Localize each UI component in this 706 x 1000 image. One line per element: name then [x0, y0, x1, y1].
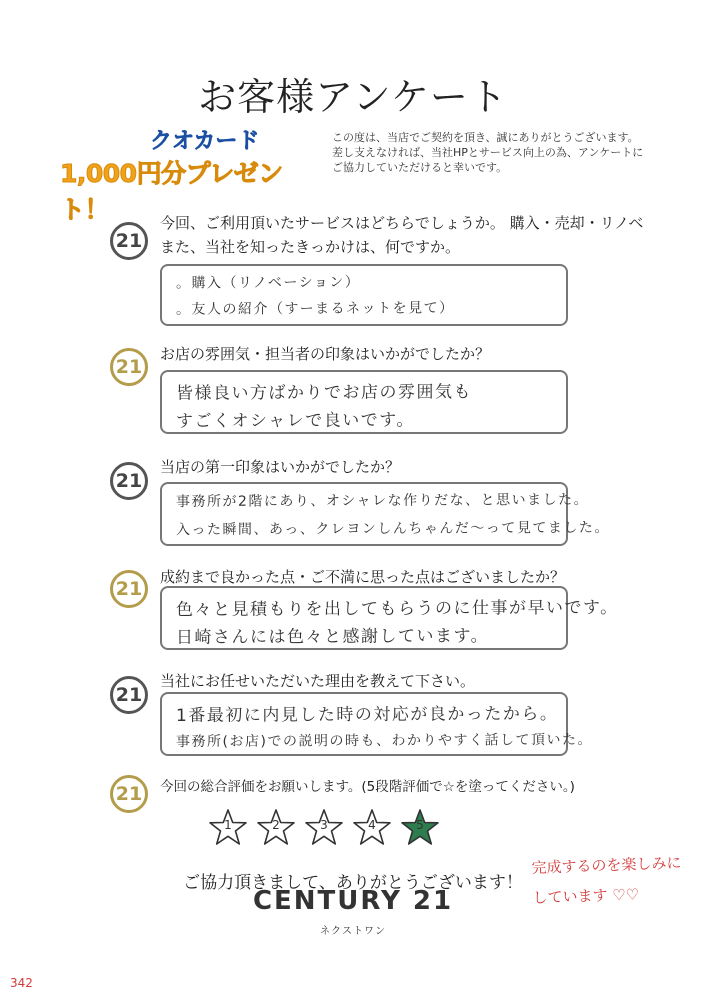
rating-star-number: 4	[368, 818, 376, 832]
century21-badge-icon: 21	[110, 775, 148, 813]
answer-1-line-1: 。購入（リノベーション）	[175, 274, 361, 292]
question-3-text: 当店の第一印象はいかがでしたか？	[160, 458, 401, 476]
intro-text	[332, 130, 652, 175]
rating-stars	[208, 808, 468, 852]
century21-logo: CENTURY 21	[252, 886, 454, 916]
answer-5-line-1: 1番最初に内見した時の対応が良かったから。	[175, 703, 559, 727]
answer-3-line-2: 入った瞬間、あっ、クレヨンしんちゃんだ〜って見てました。	[175, 519, 610, 539]
answer-box-4	[160, 586, 619, 650]
promo-card-label: クオカード	[150, 129, 260, 154]
promo-amount-label: 1,000円分プレゼント！	[60, 159, 283, 224]
answer-box-3	[160, 482, 610, 546]
answer-1-line-2: 。友人の紹介（すーまるネットを見て）	[175, 300, 455, 318]
question-2-text: お店の雰囲気・担当者の印象はいかがでしたか？	[160, 345, 491, 363]
question-5-text: 当社にお任せいただいた理由を教えて下さい。	[160, 672, 476, 690]
handwritten-note-line: 完成するのを楽しみに	[531, 853, 682, 877]
answer-2-line-2: すごくオシャレで良いです。	[175, 410, 415, 432]
promo-banner	[60, 124, 330, 224]
rating-star-number: 5	[416, 818, 424, 832]
intro-line: ご協力していただけると幸いです。	[332, 161, 508, 174]
question-1-line-2: また、当社を知ったきっかけは、何ですか。	[160, 238, 461, 256]
page-title: お客様アンケート	[198, 75, 508, 119]
century21-badge-icon: 21	[110, 348, 148, 386]
question-1-line-1: 今回、ご利用頂いたサービスはどちらでしょうか。 購入・売却・リノベ	[160, 214, 644, 232]
answer-box-5	[160, 692, 593, 756]
century21-badge-icon: 21	[110, 570, 148, 608]
answer-box-1	[160, 264, 568, 326]
rating-star-3[interactable]	[304, 808, 344, 848]
handwritten-note-line: しています ♡♡	[532, 885, 640, 907]
rating-star-number: 2	[272, 818, 280, 832]
rating-star-1[interactable]	[208, 808, 248, 848]
answer-box-2	[160, 370, 568, 434]
rating-star-5[interactable]	[400, 808, 440, 848]
rating-star-4[interactable]	[352, 808, 392, 848]
rating-star-number: 3	[320, 818, 328, 832]
thanks-message: ご協力頂きまして、ありがとうございます！	[183, 873, 523, 893]
answer-2-line-1: 皆様良い方ばかりでお店の雰囲気も	[175, 382, 473, 404]
answer-4-line-1: 色々と見積もりを出してもらうのに仕事が早いです。	[175, 597, 619, 621]
century21-badge-icon: 21	[110, 222, 148, 260]
century21-badge-icon: 21	[110, 462, 148, 500]
logo-subtitle: ネクストワン	[320, 926, 386, 937]
rating-star-2[interactable]	[256, 808, 296, 848]
intro-line: 差し支えなければ、当社HPとサービス向上の為、アンケートに	[332, 146, 644, 159]
answer-5-line-2: 事務所(お店)での説明の時も、わかりやすく話して頂いた。	[175, 731, 593, 751]
question-6-text: 今回の総合評価をお願いします。(5段階評価で☆を塗ってください。)	[160, 779, 575, 795]
rating-star-number: 1	[224, 818, 232, 832]
page-number: 342	[10, 976, 33, 990]
question-4-text: 成約まで良かった点・ご不満に思った点はございましたか？	[160, 568, 566, 586]
intro-line: この度は、当店でご契約を頂き、誠にありがとうございます。	[332, 131, 639, 144]
answer-4-line-2: 日崎さんには色々と感謝しています。	[175, 626, 490, 648]
century21-badge-icon: 21	[110, 676, 148, 714]
answer-3-line-1: 事務所が2階にあり、オシャレな作りだな、と思いました。	[175, 491, 590, 511]
handwritten-note	[531, 847, 703, 913]
